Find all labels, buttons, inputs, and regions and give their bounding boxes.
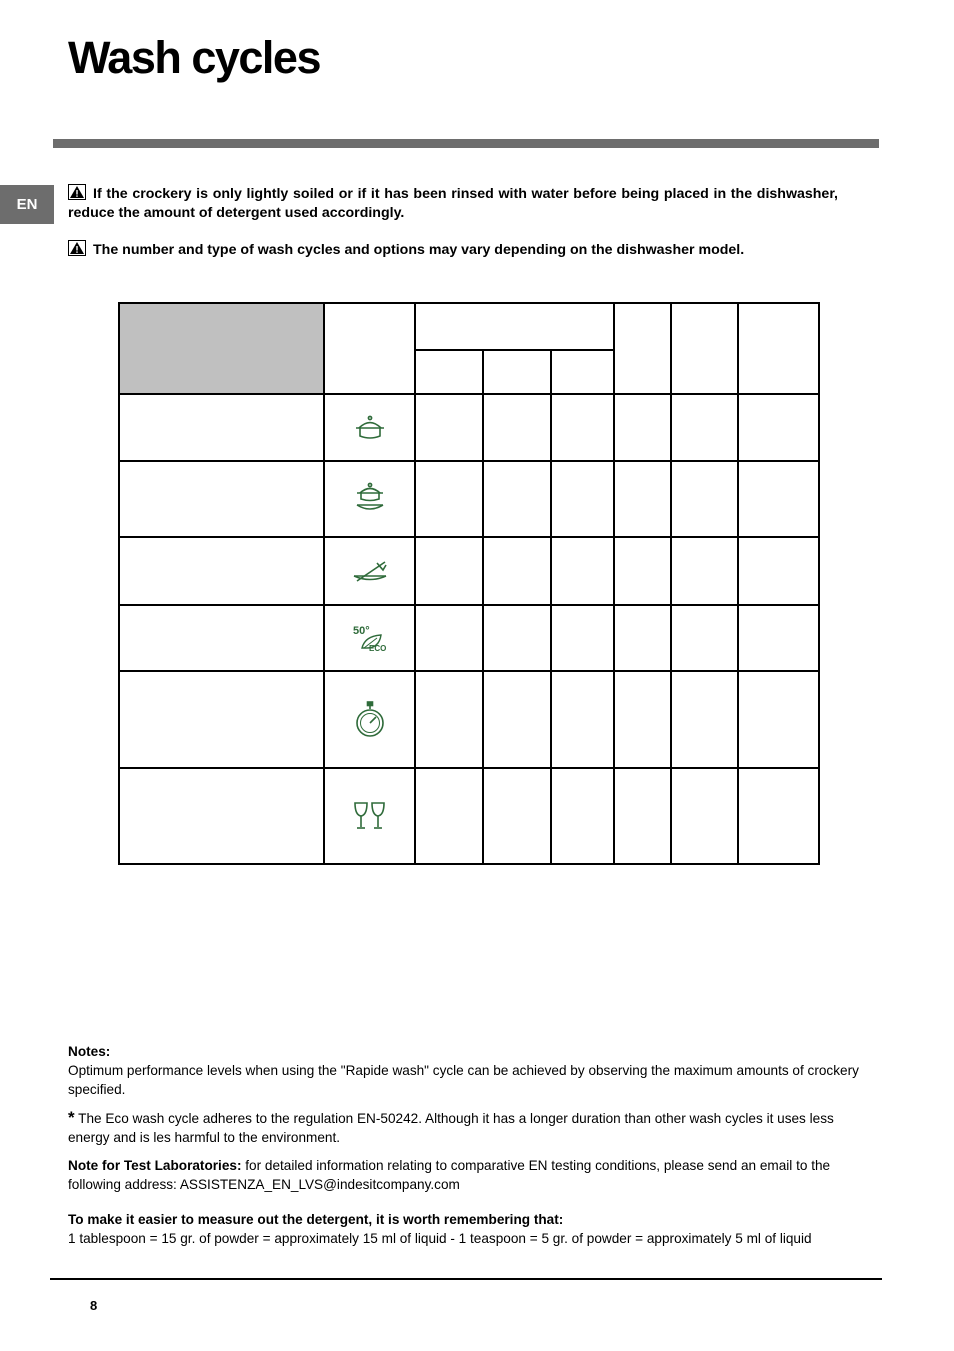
language-tab: EN — [0, 185, 54, 224]
data-cell — [551, 671, 614, 768]
page-title: Wash cycles — [68, 32, 320, 83]
table-row — [119, 394, 819, 461]
data-cell — [671, 461, 738, 537]
data-cell — [483, 537, 551, 605]
eco-50-icon — [351, 623, 389, 653]
note-test-lab-block — [68, 1156, 872, 1194]
data-cell — [614, 671, 671, 768]
data-cell — [738, 461, 819, 537]
data-cell — [738, 671, 819, 768]
notes-block — [68, 1042, 872, 1099]
symbol-cell — [324, 605, 415, 671]
table-row — [119, 461, 819, 537]
stopwatch-icon — [355, 701, 385, 739]
cycle-name-cell — [119, 394, 324, 461]
eco-temperature-label: 50° — [352, 625, 370, 637]
data-cell — [415, 671, 483, 768]
note-test-lab-label: Note for Test Laboratories: — [68, 1158, 242, 1173]
header-cell-cycle — [119, 303, 324, 394]
footer-rule — [50, 1278, 882, 1280]
table-header-row — [119, 303, 819, 350]
data-cell — [415, 537, 483, 605]
note-eco: The Eco wash cycle adheres to the regulation EN-50242. Although it has a longer duration than other wash cycles it uses less energy and is les harmful to the environment. — [68, 1111, 834, 1145]
cycle-name-cell — [119, 537, 324, 605]
data-cell — [671, 394, 738, 461]
notes-section — [68, 1042, 872, 1257]
header-cell — [614, 303, 671, 394]
header-cell — [738, 303, 819, 394]
data-cell — [738, 768, 819, 864]
data-cell — [483, 394, 551, 461]
pot-and-dish-icon — [352, 482, 388, 516]
wash-cycles-table — [118, 302, 820, 865]
warning-detergent — [68, 184, 838, 223]
data-cell — [738, 605, 819, 671]
header-cell-symbol — [324, 303, 415, 394]
note-measure-block — [68, 1210, 872, 1248]
note-eco-block — [68, 1108, 872, 1147]
data-cell — [483, 461, 551, 537]
data-cell — [551, 461, 614, 537]
data-cell — [551, 394, 614, 461]
symbol-cell — [324, 461, 415, 537]
data-cell — [551, 768, 614, 864]
warning-icon — [68, 240, 86, 256]
cycle-name-cell — [119, 605, 324, 671]
eco-text-label: ECO — [368, 644, 386, 653]
subheader-cell — [415, 350, 483, 394]
table-row — [119, 537, 819, 605]
symbol-cell — [324, 394, 415, 461]
data-cell — [415, 461, 483, 537]
warning-text: The number and type of wash cycles and options may vary depending on the dishwasher model. — [93, 242, 745, 258]
cycle-name-cell — [119, 768, 324, 864]
data-cell — [614, 394, 671, 461]
warning-icon — [68, 184, 86, 200]
data-cell — [671, 537, 738, 605]
data-cell — [738, 394, 819, 461]
header-cell — [671, 303, 738, 394]
symbol-cell — [324, 537, 415, 605]
data-cell — [483, 605, 551, 671]
warning-model-variation — [68, 240, 838, 260]
note-rapide: Optimum performance levels when using the "Rapide wash" cycle can be achieved by observing the maximum amounts of crockery specified. — [68, 1063, 859, 1097]
wine-glasses-icon — [353, 800, 387, 832]
data-cell — [483, 671, 551, 768]
subheader-cell — [551, 350, 614, 394]
table-row — [119, 605, 819, 671]
data-cell — [614, 537, 671, 605]
data-cell — [551, 537, 614, 605]
note-measure-heading: To make it easier to measure out the detergent, it is worth remembering that: — [68, 1212, 564, 1227]
warning-text: If the crockery is only lightly soiled or if it has been rinsed with water before being placed in the dishwasher, reduce the amount of detergent used accordingly. — [68, 186, 838, 221]
symbol-cell — [324, 671, 415, 768]
data-cell — [671, 671, 738, 768]
note-measure: 1 tablespoon = 15 gr. of powder = approximately 15 ml of liquid - 1 teaspoon = 5 gr. of powder = approximately 5 ml of liquid — [68, 1231, 812, 1246]
data-cell — [614, 768, 671, 864]
cycle-name-cell — [119, 671, 324, 768]
table-row — [119, 768, 819, 864]
data-cell — [415, 394, 483, 461]
header-cell-group — [415, 303, 614, 350]
page-number: 8 — [90, 1298, 98, 1313]
data-cell — [551, 605, 614, 671]
header-rule — [53, 139, 879, 148]
cycle-name-cell — [119, 461, 324, 537]
data-cell — [671, 768, 738, 864]
data-cell — [614, 605, 671, 671]
data-cell — [415, 605, 483, 671]
notes-heading: Notes: — [68, 1044, 111, 1059]
data-cell — [483, 768, 551, 864]
data-cell — [671, 605, 738, 671]
pot-icon — [352, 414, 388, 442]
note-test-lab: for detailed information relating to comparative EN testing conditions, please send an email to the following address: ASSISTENZA_EN_LVS@indesitcompany.com — [68, 1158, 831, 1192]
asterisk: * — [68, 1108, 75, 1127]
data-cell — [738, 537, 819, 605]
plate-and-glass-icon — [351, 559, 389, 583]
table-row — [119, 671, 819, 768]
data-cell — [614, 461, 671, 537]
subheader-cell — [483, 350, 551, 394]
data-cell — [415, 768, 483, 864]
symbol-cell — [324, 768, 415, 864]
